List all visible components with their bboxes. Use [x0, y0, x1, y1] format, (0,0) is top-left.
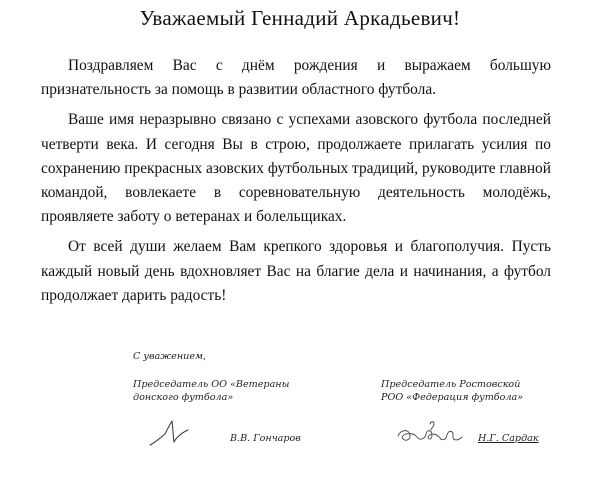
right-handwritten-signature	[395, 420, 465, 446]
left-handwritten-signature	[148, 418, 190, 448]
letter-body	[41, 54, 551, 314]
left-signatory-name: В.В. Гончаров	[230, 433, 301, 444]
right-title-line2: РОО «Федерация футбола»	[381, 392, 524, 403]
left-title-line1: Председатель ОО «Ветераны	[133, 379, 290, 390]
right-title-line1: Председатель Ростовской	[381, 379, 521, 390]
letter-salutation: Уважаемый Геннадий Аркадьевич!	[139, 6, 461, 30]
left-title-line2: донского футбола»	[133, 392, 234, 403]
paragraph-achievements: Ваше имя неразрывно связано с успехами азовского футбола последней четверти века. И сегодня Вы в строю, продолжаете прилагать усилия по сохранению прекрасных азовских футбольных традиций, руководите главной командой, вовлекаете в соревновательную деятельность молодёжь, проявляете заботу о ветеранах и болельщиках.	[41, 111, 551, 226]
paragraph-wishes: От всей души желаем Вам крепкого здоровья и благополучия. Пусть каждый новый день вдохновляет Вас на благие дела и начинания, а футбол продолжает дарить радость!	[41, 238, 551, 304]
left-signatory-title	[133, 378, 333, 404]
right-signatory-title	[381, 378, 581, 404]
regards-text: С уважением,	[133, 351, 207, 362]
right-signatory-name: Н.Г. Сардак	[478, 433, 539, 444]
paragraph-congratulation: Поздравляем Вас с днём рождения и выражаем большую признательность за помощь в развитии областного футбола.	[41, 57, 551, 99]
